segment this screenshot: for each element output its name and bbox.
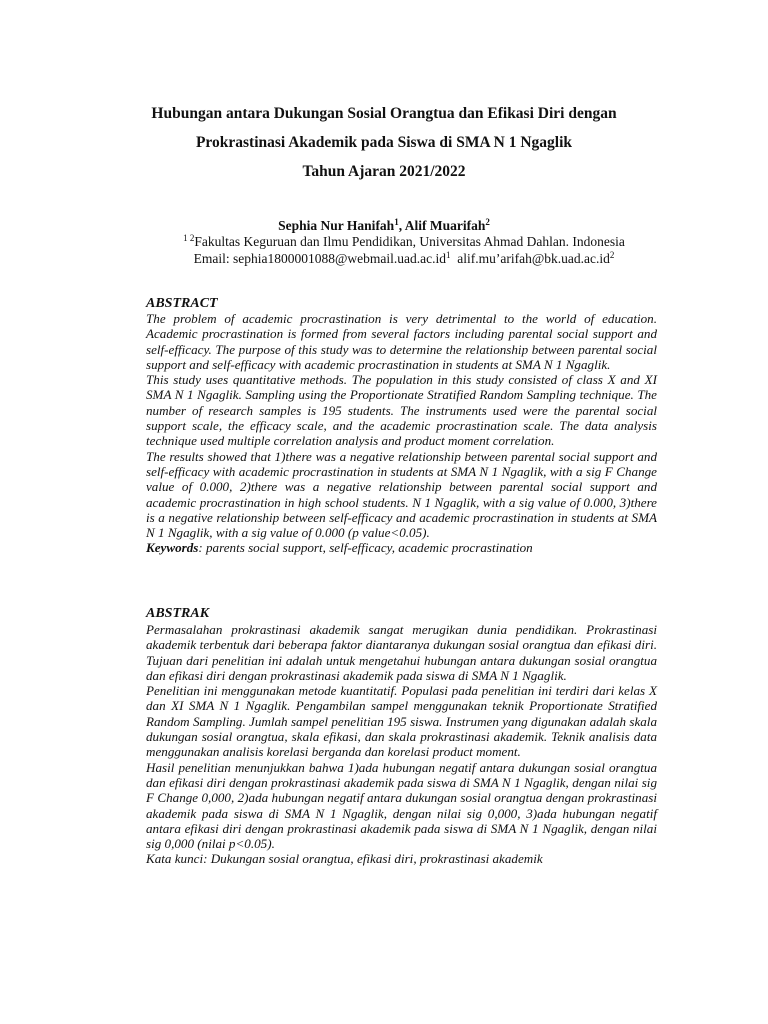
affiliation-text: Fakultas Keguruan dan Ilmu Pendidikan, Universitas Ahmad Dahlan. Indonesia	[194, 234, 625, 249]
abstrak-body	[146, 622, 657, 867]
abstract-keywords	[146, 540, 657, 555]
author-2-affiliation-mark: 2	[485, 217, 490, 227]
email-2-mark: 2	[609, 250, 615, 260]
affiliation-marks: 1 2	[183, 233, 195, 243]
keywords-label: Keywords	[146, 540, 199, 556]
abstract-body	[146, 311, 657, 556]
email-line	[0, 251, 768, 267]
abstrak-paragraph-3: Hasil penelitian menunjukkan bahwa 1)ada hubungan negatif antara dukungan sosial orangtua dan efikasi diri dengan prokrastinasi akademik pada siswa di SMA N 1 Ngaglik, dengan nilai sig F Change 0,000, 2)ada hubungan negatif antara dukungan sosial orangtua dengan prokrastinasi akademik pada siswa di SMA N 1 Ngaglik, dengan nilai sig 0,000, 3)ada hubungan negatif antara efikasi diri dengan prokrastinasi akademik pada siswa di SMA N 1 Ngaglik, dengan nilai sig 0,000 (nilai p<0.05).	[146, 759, 657, 852]
title-line-1: Hubungan antara Dukungan Sosial Orangtua dan Efikasi Diri dengan	[151, 105, 617, 122]
title-line-2: Prokrastinasi Akademik pada Siswa di SMA N 1 Ngaglik	[195, 134, 573, 151]
keywords-text: : parents social support, self-efficacy, academic procrastination	[198, 540, 533, 556]
email-1: sephia1800001088@webmail.uad.ac.id	[232, 251, 446, 266]
authors	[0, 218, 768, 234]
abstract-paragraph-1: The problem of academic procrastination is very detrimental to the world of education. Academic procrastination is formed from several factors including parental social support and self-efficacy. The purpose of this study was to determine the relationship between parental social support and self-efficacy with academic procrastination in students at SMA N 1 Ngaglik.	[146, 311, 657, 372]
author-separator: ,	[398, 218, 405, 233]
abstract-heading: ABSTRACT	[146, 296, 218, 311]
author-2: Alif Muarifah	[404, 218, 486, 233]
title-line-3: Tahun Ajaran 2021/2022	[302, 163, 466, 180]
abstract-paragraph-3: The results showed that 1)there was a negative relationship between parental social support and self-efficacy with academic procrastination in students at SMA N 1 Ngaglik, with a sig F Change value of 0.000, 2)there was a negative relationship between parental social support and academic procrastination in high school students. N 1 Ngaglik, with a sig value of 0.000, 3)there is a negative relationship between self-efficacy and academic procrastination in students at SMA N 1 Ngaglik, with a sig value of 0.000 (p value<0.05).	[146, 448, 657, 541]
abstract-paragraph-2: This study uses quantitative methods. The population in this study consisted of class X and XI SMA N 1 Ngaglik. Sampling using the Proportionate Stratified Random Sampling technique. The number of research samples is 195 students. The instruments used were the parental social support scale, the efficacy scale, and the academic procrastination scale. The data analysis technique used multiple correlation analysis and product moment correlation.	[146, 372, 657, 449]
email-1-mark: 1	[446, 250, 451, 260]
email-label: Email:	[193, 251, 233, 266]
abstrak-paragraph-1: Permasalahan prokrastinasi akademik sangat merugikan dunia pendidikan. Prokrastinasi akademik terbentuk dari beberapa faktor diantaranya dukungan sosial orangtua dan efikasi diri. Tujuan dari penelitian ini adalah untuk mengetahui hubungan antara dukungan sosial orangtua dan efikasi diri dengan prokrastinasi akademik pada siswa di SMA N 1 Ngaglik.	[146, 622, 657, 683]
author-1-affiliation-mark: 1	[394, 217, 399, 227]
abstrak-paragraph-2: Penelitian ini menggunakan metode kuantitatif. Populasi pada penelitian ini terdiri dari kelas X dan XI SMA N 1 Ngaglik. Pengambilan sampel menggunakan teknik Proportionate Stratified Random Sampling. Jumlah sampel penelitian 195 siswa. Instrumen yang digunakan adalah skala dukungan sosial orangtua, skala efikasi, dan skala prokrastinasi akademik. Teknik analisis data menggunakan analisis korelasi berganda dan korelasi product moment.	[146, 683, 657, 760]
author-1: Sephia Nur Hanifah	[278, 218, 395, 233]
abstrak-heading: ABSTRAK	[146, 606, 210, 621]
affiliation	[0, 234, 768, 250]
email-2: alif.mu’arifah@bk.uad.ac.id	[457, 251, 610, 266]
abstrak-keywords: Kata kunci: Dukungan sosial orangtua, efikasi diri, prokrastinasi akademik	[146, 851, 543, 867]
